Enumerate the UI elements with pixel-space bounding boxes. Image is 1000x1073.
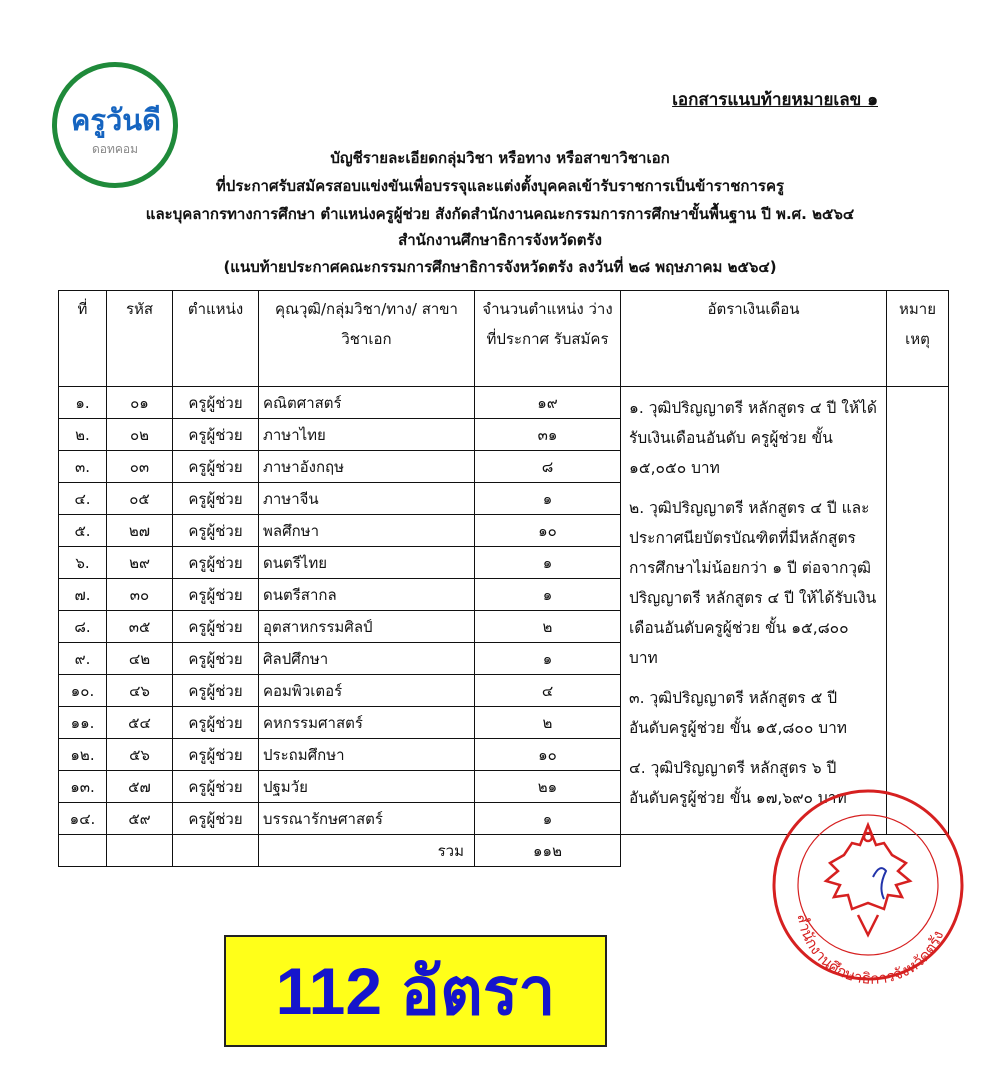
- cell-position: ครูผู้ช่วย: [173, 387, 259, 419]
- header-no: ที่: [59, 291, 107, 387]
- cell-no: ๑๑.: [59, 707, 107, 739]
- cell-vacancies: ๑: [475, 803, 621, 835]
- cell-vacancies: ๑: [475, 579, 621, 611]
- cell-code: ๐๑: [107, 387, 173, 419]
- cell-vacancies: ๒๑: [475, 771, 621, 803]
- cell-no: ๒.: [59, 419, 107, 451]
- cell-no: ๓.: [59, 451, 107, 483]
- cell-no: ๖.: [59, 547, 107, 579]
- cell-no: ๗.: [59, 579, 107, 611]
- cell-vacancies: ๑: [475, 483, 621, 515]
- cell-position: ครูผู้ช่วย: [173, 483, 259, 515]
- heading-line-5: (แนบท้ายประกาศคณะกรรมการศึกษาธิการจังหวัดตรัง ลงวันที่ ๒๘ พฤษภาคม ๒๕๖๔): [223, 258, 777, 276]
- cell-subject: ภาษาอังกฤษ: [259, 451, 475, 483]
- cell-subject: ภาษาไทย: [259, 419, 475, 451]
- cell-code: ๐๓: [107, 451, 173, 483]
- heading-line-1: บัญชีรายละเอียดกลุ่มวิชา หรือทาง หรือสาขาวิชาเอก: [330, 149, 670, 167]
- cell-position: ครูผู้ช่วย: [173, 515, 259, 547]
- heading-line-4: สำนักงานศึกษาธิการจังหวัดตรัง: [398, 231, 602, 249]
- empty-cell: [59, 835, 107, 867]
- cell-position: ครูผู้ช่วย: [173, 451, 259, 483]
- cell-no: ๑.: [59, 387, 107, 419]
- cell-code: ๐๕: [107, 483, 173, 515]
- cell-vacancies: ๑: [475, 547, 621, 579]
- heading-line-3: และบุคลากรทางการศึกษา ตำแหน่งครูผู้ช่วย สังกัดสำนักงานคณะกรรมการการศึกษาขั้นพื้นฐาน ปี พ.ศ. ๒๕๖๔: [145, 205, 855, 223]
- cell-code: ๒๗: [107, 515, 173, 547]
- cell-no: ๔.: [59, 483, 107, 515]
- cell-vacancies: ๑๐: [475, 515, 621, 547]
- cell-position: ครูผู้ช่วย: [173, 419, 259, 451]
- cell-code: ๔๖: [107, 675, 173, 707]
- official-seal-stamp: [768, 785, 968, 985]
- remark-cell: [887, 387, 949, 835]
- cell-code: ๕๙: [107, 803, 173, 835]
- header-salary: อัตราเงินเดือน: [621, 291, 887, 387]
- cell-subject: คหกรรมศาสตร์: [259, 707, 475, 739]
- cell-code: ๓๐: [107, 579, 173, 611]
- empty-cell: [173, 835, 259, 867]
- cell-position: ครูผู้ช่วย: [173, 803, 259, 835]
- total-value: ๑๑๒: [475, 835, 621, 867]
- salary-notes: [621, 387, 887, 835]
- cell-code: ๐๒: [107, 419, 173, 451]
- cell-vacancies: ๔: [475, 675, 621, 707]
- cell-no: ๑๔.: [59, 803, 107, 835]
- table-row: [59, 387, 949, 419]
- total-banner: [224, 935, 607, 1047]
- logo-subtitle: ดอทคอม: [91, 142, 139, 156]
- stamp-text: สำนักงานศึกษาธิการจังหวัดตรัง: [793, 912, 948, 985]
- empty-cell: [107, 835, 173, 867]
- cell-code: ๕๔: [107, 707, 173, 739]
- cell-position: ครูผู้ช่วย: [173, 675, 259, 707]
- cell-code: ๕๗: [107, 771, 173, 803]
- cell-vacancies: ๑๐: [475, 739, 621, 771]
- cell-no: ๑๓.: [59, 771, 107, 803]
- cell-subject: ภาษาจีน: [259, 483, 475, 515]
- cell-code: ๒๙: [107, 547, 173, 579]
- cell-vacancies: ๑๙: [475, 387, 621, 419]
- cell-position: ครูผู้ช่วย: [173, 643, 259, 675]
- cell-no: ๕.: [59, 515, 107, 547]
- cell-position: ครูผู้ช่วย: [173, 771, 259, 803]
- document-reference: เอกสารแนบท้ายหมายเลข ๑: [672, 90, 878, 110]
- total-banner-text: 112 อัตรา: [275, 953, 556, 1028]
- cell-code: ๔๒: [107, 643, 173, 675]
- signature: [873, 868, 886, 899]
- cell-position: ครูผู้ช่วย: [173, 547, 259, 579]
- cell-no: ๘.: [59, 611, 107, 643]
- cell-subject: อุตสาหกรรมศิลป์: [259, 611, 475, 643]
- cell-subject: ศิลปศึกษา: [259, 643, 475, 675]
- cell-subject: ปฐมวัย: [259, 771, 475, 803]
- salary-note: ๑. วุฒิปริญญาตรี หลักสูตร ๔ ปี ให้ได้รับเงินเดือนอันดับ ครูผู้ช่วย ขั้น ๑๕,๐๕๐ บาท: [629, 399, 877, 477]
- cell-code: ๓๕: [107, 611, 173, 643]
- cell-subject: พลศึกษา: [259, 515, 475, 547]
- salary-note: ๓. วุฒิปริญญาตรี หลักสูตร ๕ ปี อันดับครูผู้ช่วย ขั้น ๑๕,๘๐๐ บาท: [629, 689, 847, 737]
- cell-subject: คณิตศาสตร์: [259, 387, 475, 419]
- cell-code: ๕๖: [107, 739, 173, 771]
- header-vacancies: จำนวนตำแหน่ง ว่างที่ประกาศ รับสมัคร: [475, 291, 621, 387]
- garuda-emblem: [826, 825, 910, 935]
- cell-no: ๙.: [59, 643, 107, 675]
- header-code: รหัส: [107, 291, 173, 387]
- cell-position: ครูผู้ช่วย: [173, 739, 259, 771]
- cell-no: ๑๐.: [59, 675, 107, 707]
- vacancy-table: [58, 290, 949, 867]
- total-label: รวม: [259, 835, 475, 867]
- cell-subject: ดนตรีไทย: [259, 547, 475, 579]
- cell-no: ๑๒.: [59, 739, 107, 771]
- header-remark: หมาย เหตุ: [887, 291, 949, 387]
- header-subject: คุณวุฒิ/กลุ่มวิชา/ทาง/ สาขาวิชาเอก: [259, 291, 475, 387]
- cell-position: ครูผู้ช่วย: [173, 579, 259, 611]
- cell-vacancies: ๓๑: [475, 419, 621, 451]
- salary-note: ๒. วุฒิปริญญาตรี หลักสูตร ๔ ปี และประกาศนียบัตรบัณฑิตที่มีหลักสูตรการศึกษาไม่น้อยกว่า ๑ ปี ต่อจากวุฒิปริญญาตรี หลักสูตร ๔ ปี ให้ได้รับเงินเดือนอันดับครูผู้ช่วย ขั้น ๑๕,๘๐๐ บาท: [629, 499, 877, 667]
- cell-subject: ประถมศึกษา: [259, 739, 475, 771]
- cell-subject: คอมพิวเตอร์: [259, 675, 475, 707]
- salary-note: ๔. วุฒิปริญญาตรี หลักสูตร ๖ ปี อันดับครูผู้ช่วย ขั้น ๑๗,๖๙๐ บาท: [629, 759, 847, 807]
- cell-subject: บรรณารักษศาสตร์: [259, 803, 475, 835]
- cell-vacancies: ๑: [475, 643, 621, 675]
- header-position: ตำแหน่ง: [173, 291, 259, 387]
- cell-vacancies: ๒: [475, 707, 621, 739]
- heading-line-2: ที่ประกาศรับสมัครสอบแข่งขันเพื่อบรรจุและแต่งตั้งบุคคลเข้ารับราชการเป็นข้าราชการครู: [215, 177, 785, 195]
- logo-title: ครูวันดี: [71, 103, 161, 137]
- cell-position: ครูผู้ช่วย: [173, 707, 259, 739]
- cell-vacancies: ๘: [475, 451, 621, 483]
- cell-position: ครูผู้ช่วย: [173, 611, 259, 643]
- cell-vacancies: ๒: [475, 611, 621, 643]
- cell-subject: ดนตรีสากล: [259, 579, 475, 611]
